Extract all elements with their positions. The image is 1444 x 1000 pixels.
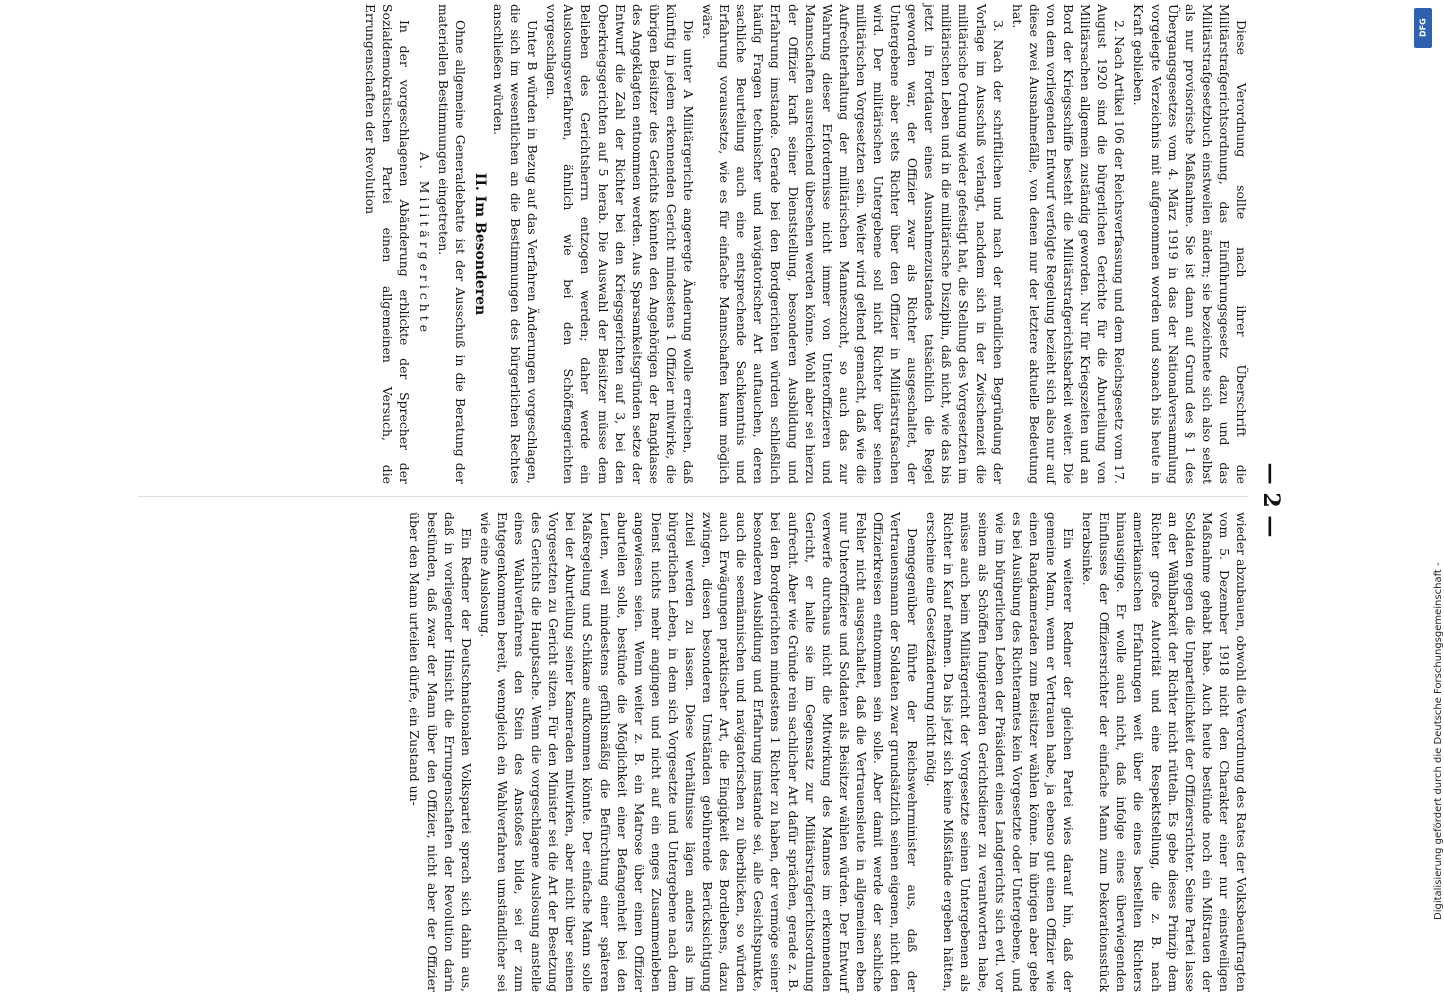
section-heading-ii: II. Im Besonderen xyxy=(471,172,488,316)
dfg-logo: DFG xyxy=(1414,8,1432,48)
section-heading-a: A. Militärgerichte xyxy=(416,151,432,337)
digitization-credit xyxy=(1412,0,1444,1000)
right-paragraph-4: Ein Redner der Deutschnationalen Volkspartei sprach sich dahin aus, daß in vorliegender Hinsicht die Errungenschaften der Revolution darin bestünden, daß zwar der Mann über den Offizier, nicht aber der Offizier über den Mann urteilen dürfe, ein Zustand un- xyxy=(407,512,474,992)
right-paragraph-1: wieder abzubauen, obwohl die Verordnung des Rates der Volksbeauftragten vom 5. Dezember 1918 nicht den Charakter einer nur einstweiligen Maßnahme gehabt habe. Auch heute bestünde noch ein Mißtrauen der Soldaten gegen die Unparteilichkeit der Offiziersrichter. Seine Partei lasse an der Wählbarkeit der Richter nicht rütteln. Es gebe dieses Prinzip dem Richter große Autorität und eine Respektstellung, die z. B. nach amerikanischen Erfahrungen weit über die eines bestellten Richters hinausginge. Er wolle auch nicht, daß infolge eines überwiegenden Einflusses der Offiziersrichter der einfache Mann zum Dekorationsstück herabsinke. xyxy=(1080,512,1249,992)
page-number xyxy=(1258,0,1284,1000)
right-paragraph-3: Demgegenüber führte der Reichswehrminister aus, daß der Vertrauensmann der Soldaten zwar grundsätzlich seinen eigenen, nicht den Offizierkreisen entnommen sein solle. Aber damit werde der sachliche Fehler nicht ausgeschaltet, daß die Vertrauensleute in allgemeinen eben nur Unteroffiziere und Soldaten als Beisitzer wählen würden. Der Entwurf verwerfe durchaus nicht die Mitwirkung des Mannes im erkennenden Gericht, er halte sie im Gegensatz zur Militärstrafgerichtsordnung aufrecht. Aber wie Gründe rein sachlicher Art dafür sprächen, gerade z. B. bei den Bordgerichten mindestens 1 Richter zu haben, der vermöge seiner besonderen Ausbildung und Erfahrung imstande sei, alle Gesichtspunkte, auch die seemännischen und navigatorischen zu überblicken, so würden auch Erwägungen praktischer Art, die Eingigkeit des Bordlebens, dazu zwingen, diesen besonderen Umständen gebührende Berücksichtigung zuteil werden zu lassen. Diese Verhältnisse lägen anders als im bürgerlichen Leben, in dem sich Vorgesetzte und Untergebene nach dem Dienst nichts mehr angingen und nicht auf ein enges Zusammenleben angewiesen seien. Wenn weiter z. B. ein Matrose über einen Offizier aburteilen solle, bestünde die Möglichkeit einer Befangenheit bei den Leuten, weil mindestens gefühlsmäßig die Befürchtung einer späteren Maßregelung und Schikane aufkommen könnte. Der einfache Mann solle bei der Aburteilung seiner Kameraden mitwirken, aber nicht über seinen Vorgesetzten zu Gericht sitzen. Für den Minister sei die Art der Besetzung des Gerichts die Hauptsache. Wenn die vorgeschlagene Auslosung anstelle eines Wahlverfahrens den Stein des Anstoßes bilde, sei er zum Entgegenkommen bereit, wenngleich ein Wahlverfahren umständlicher sei wie eine Auslosung. xyxy=(477,512,921,992)
page-dash-left: — xyxy=(1258,462,1284,485)
page-number-value: 2 xyxy=(1258,492,1284,508)
left-paragraph-4: Die unter A Militärgerichte angeregte Änderung wolle erreichen, daß künftig in jedem erkennenden Gericht mindestens 1 Offizier mitwirke, die übrigen Beisitzer des Gerichts könnten den Angehörigen der Rangklasse des Angeklagten entnommen werden. Aus Sparsamkeitsgründen setze der Entwurf die Zahl der Richter bei den Kriegsgerichten auf 3, bei den Oberkriegsgerichten auf 5 herab. Die Auswahl der Beisitzer müsse dem Belieben des Gerichtsherrn entzogen werden; daher werde ein Auslosungsverfahren, ähnlich wie bei den Schöffengerichten vorgeschlagen. xyxy=(544,4,696,484)
left-paragraph-5: Unter B würden in Bezug auf das Verfahren Änderungen vorgeschlagen, die sich im wesentlichen an die Bestimmungen des bürgerlichen Rechtes anschließen würden. xyxy=(490,4,541,484)
scanned-page xyxy=(120,0,1290,1000)
left-column xyxy=(130,4,1250,484)
left-paragraph-1: Diese Verordnung sollte nach ihrer Überschrift die Militärstrafgerichtsordnung, das Einführungsgesetz dazu und das Militärstrafgesetzbuch einstweilen ändern; sie bezeichnete sich also selbst als nur provisorische Maßnahme. Sie ist dann auf Grund des § 1 des Übergangsgesetzes vom 4. März 1919 in das der Nationalversammlung vorgelegte Verzeichnis mit aufgenommen worden und sonach bis heute in Kraft geblieben. xyxy=(1131,4,1249,484)
page-dash-right: — xyxy=(1258,515,1284,538)
credit-text: Digitalisierung gefördert durch die Deutsche Forschungsgemeinschaft - xyxy=(1433,562,1444,920)
left-paragraph-7: In der vorgeschlagenen Abänderung erblickte der Sprecher der Sozialdemokratischen Partei einen allgemeinen Versuch, die Errungenschaften der Revolution xyxy=(363,4,413,484)
right-paragraph-2: Ein weiterer Redner der gleichen Partei wies darauf hin, daß der gemeine Mann, wenn er Vertrauen habe, ja ebenso gut einen Offizier wie einen Rangkameraden zum Beisitzer wählen könne. Im übrigen aber gebe es bei Ausübung des Richteramtes kein Vorgesetzte oder Untergebene, und wie im bürgerlichen Leben der Präsident eines Landgerichts sich evtl. vor seinem als Schöffen fungierenden Gerichtsdiener zu verantworten habe, müsse auch beim Militärgericht der Vorgesetzte seinen Untergebenen als Richter in Kauf nehmen. Da bis jetzt sich keine Mißstände ergeben hätten, erscheine eine Gesetzänderung nicht nötig. xyxy=(924,512,1077,992)
left-paragraph-2: 2. Nach Artikel 106 der Reichsverfassung und dem Reichsgesetz vom 17. August 1920 sind die bürgerlichen Gerichte für die Aburteilung von Militärsachen allgemein zuständig geworden. Nur für Kriegszeiten und an Bord der Kriegsschiffe besteht die Militärstrafgerichtsbarkeit weiter. Die von dem vorliegenden Entwurf verfolgte Regelung bezieht sich also nur auf diese zwei Ausnahmefälle, von denen nur der letztere aktuelle Bedeutung hat. xyxy=(1009,4,1128,484)
column-divider xyxy=(138,496,1248,497)
right-column xyxy=(130,512,1250,992)
left-paragraph-6: Ohne allgemeine Generaldebatte ist der Ausschuß in die Beratung der materiellen Bestimmungen eingetreten. xyxy=(435,4,468,484)
left-paragraph-3: 3. Nach der schriftlichen und nach der mündlichen Begründung der Vorlage im Ausschuß verlangt, nachdem sich in der Zwischenzeit die militärische Ordnung wieder gefestigt hat, die Stellung des Vorgesetzten im militärischen Leben und in die militärische Disziplin, daß nicht, wie das bis jetzt in Fortdauer eines Ausnahmezustandes tatsächlich die Regel geworden war, der Offizier zwar als Richter ausgeschaltet, der Untergebene aber stets Richter über den Offizier in Militärstrafsachen wird. Der militärischen Untergebene soll nicht Richter über seinen militärischen Vorgesetzten sein. Weiter wird geltend gemacht, daß wie die Aufrechterhaltung der militärischen Manneszucht, so auch das zur Wahrung dieser Erfordernisse nicht immer von Unteroffizieren und Mannschaften ausreichend übersehen werden könne. Wohl aber sei hierzu der Offizier kraft seiner Dienststellung, besonderen Ausbildung und Erfahrung imstande. Gerade bei den Bordgerichten würden schließlich häufig Fragen technischer und navigatorischer Art auftauchen, deren sachliche Beurteilung auch eine entsprechende Sachkenntnis und Erfahrung voraussetze, wie es für einfache Mannschaften kaum möglich wäre. xyxy=(700,4,1006,484)
